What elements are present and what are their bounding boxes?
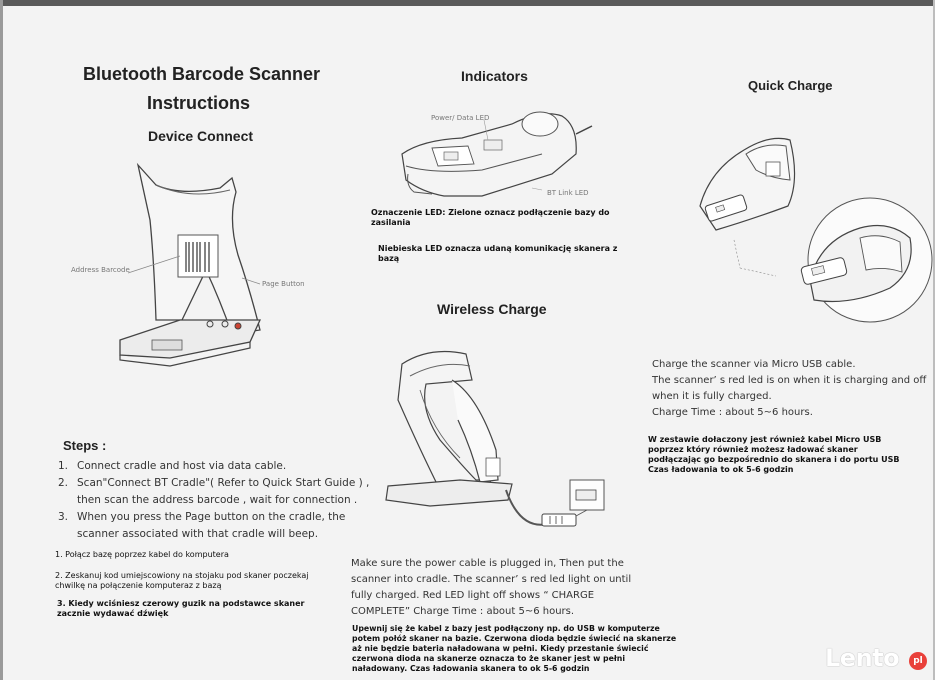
- quick-charge-text: [652, 357, 926, 421]
- wireless-pl-line: naładowany. Czas ładowania skanera to ok 5-6 godzin: [352, 664, 590, 673]
- pl-step-line: 1. Połącz bazę poprzez kabel do komputera: [55, 550, 229, 559]
- page-button-label: Page Button: [262, 280, 305, 288]
- step-item: 3. When you press the Page button on the cradle, the: [58, 511, 346, 523]
- steps-list: [58, 458, 369, 543]
- step-item-cont: scanner associated with that cradle will beep.: [77, 528, 319, 540]
- quick-pl-line: poprzez który również możesz ładować skaner: [648, 445, 858, 454]
- step-item: 1. Connect cradle and host via data cable.: [58, 460, 287, 472]
- pl-step-line: chwilkę na połączenie komputeraz z bazą: [55, 581, 222, 590]
- wireless-charge-text: [351, 556, 631, 620]
- quick-pl-line: W zestawie dołaczony jest również kabel Micro USB: [648, 435, 882, 444]
- wireless-charge-heading: Wireless Charge: [437, 301, 547, 317]
- pl-step-1: [55, 550, 229, 560]
- wireless-charge-pl-text: [352, 624, 676, 674]
- bt-led-label: BT Link LED: [547, 189, 589, 197]
- indicators-heading: Indicators: [461, 68, 528, 84]
- device-connect-heading: Device Connect: [148, 128, 254, 144]
- lento-watermark: [825, 644, 927, 674]
- scan-edge-left: [0, 0, 3, 680]
- quick-line: when it is fully charged.: [652, 391, 772, 402]
- quick-line: Charge Time : about 5~6 hours.: [652, 407, 813, 418]
- lento-brand: Lento: [825, 644, 900, 672]
- pl-step-3: [57, 599, 304, 619]
- wireless-pl-line: potem połóż skaner na bazie. Czerwona dioda będzie świecić na skanerze: [352, 634, 677, 643]
- doc-title-line1: Bluetooth Barcode Scanner: [83, 64, 321, 84]
- pl-step-line: 2. Zeskanuj kod umiejscowiony na stojaku pod skaner poczekaj: [55, 571, 309, 580]
- quick-pl-line: Czas ładowania to ok 5-6 godzin: [648, 465, 794, 474]
- led-note-green: [371, 208, 610, 228]
- pl-step-line: 3. Kiedy wciśniesz czerowy guzik na podstawce skaner: [57, 599, 305, 608]
- lento-pl-badge: pl: [909, 652, 927, 670]
- step-item: 2. Scan"Connect BT Cradle"( Refer to Quick Start Guide ) ,: [58, 477, 370, 489]
- cradle-illustration: [60, 160, 320, 370]
- doc-title-line2: Instructions: [147, 93, 251, 113]
- quick-charge-illustration: [690, 120, 930, 310]
- quick-line: Charge the scanner via Micro USB cable.: [652, 359, 856, 370]
- wireless-line: scanner into cradle. The scanner’ s red led light on until: [351, 574, 632, 585]
- wireless-pl-line: czerwona dioda na skanerze oznacza to że skaner jest w pełni: [352, 654, 625, 663]
- wireless-line: Make sure the power cable is plugged in, Then put the: [351, 558, 624, 569]
- power-led-label: Power/ Data LED: [431, 114, 490, 122]
- quick-pl-line: podłączając go bezpośrednio do skanera i do portu USB: [648, 455, 900, 464]
- wireless-line: COMPLETE” Charge Time : about 5~6 hours.: [351, 606, 575, 617]
- led-note-line: bazą: [378, 254, 400, 263]
- pl-step-line: zacznie wydawać dźwięk: [57, 609, 169, 618]
- wireless-charge-illustration: [380, 340, 620, 540]
- address-barcode-label: Address Barcode: [71, 266, 130, 274]
- quick-line: The scanner’ s red led is on when it is charging and off: [652, 375, 927, 386]
- led-note-line: Oznaczenie LED: Zielone oznacz podłączenie bazy do: [371, 208, 610, 217]
- wireless-line: fully charged. Red LED light off shows “ CHARGE: [351, 590, 595, 601]
- wireless-pl-line: aż nie będzie bateria naładowana w pełni. Kiedy przestanie świecić: [352, 644, 649, 653]
- wireless-pl-line: Upewnij się że kabel z bazy jest podłączony np. do USB w komputerze: [352, 624, 660, 633]
- quick-charge-heading: Quick Charge: [748, 78, 833, 93]
- led-note-line: zasilania: [371, 218, 411, 227]
- led-note-line: Niebieska LED oznacza udaną komunikację skanera z: [378, 244, 618, 253]
- scan-edge-top: [0, 0, 935, 6]
- step-item-cont: then scan the address barcode , wait for connection .: [77, 494, 358, 506]
- pl-step-2: [55, 571, 309, 591]
- steps-heading: Steps :: [63, 438, 107, 453]
- led-note-blue: [378, 244, 617, 264]
- quick-charge-pl-text: [648, 435, 900, 475]
